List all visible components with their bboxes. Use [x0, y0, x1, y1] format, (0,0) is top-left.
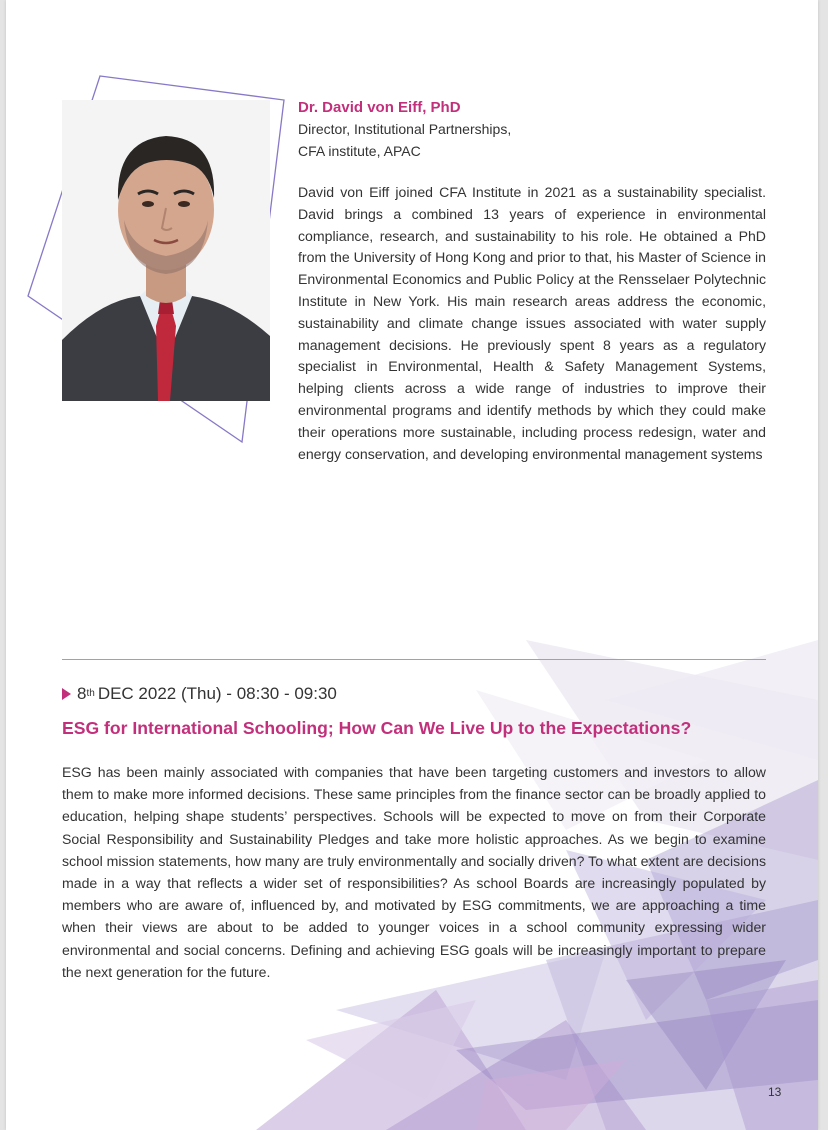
triangle-right-icon	[62, 688, 71, 700]
speaker-section	[298, 98, 766, 465]
session-date-day: 8	[77, 684, 87, 703]
speaker-bio: David von Eiff joined CFA Institute in 2021 as a sustainability specialist. David brings a combined 13 years of experience in environmental compliance, research, and sustainability to his role. He obtained a PhD from the University of Hong Kong and prior to that, his Master of Science in Environmental Economics and Public Policy at the Rensselaer Polytechnic Institute in New York. His main research areas address the economic, sustainability and climate change issues associated with water supply management decisions. He previously spent 8 years as a regulatory specialist in Environmental, Health & Safety Management Systems, helping clients across a wide range of industries to improve their environmental programs and identify methods by which they could make their operations more sustainable, including process redesign, water and energy conservation, and developing environmental management systems	[298, 184, 766, 462]
session-abstract: ESG has been mainly associated with companies that have been targeting customers and investors to allow them to make more informed decisions. These same principles from the finance sector can be broadly applied to education, helping shape students’ perspectives. Schools will be expected to move on from their Corporate Social Responsibility and Sustainability Pledges and take more holistic approaches. As we begin to examine school mission statements, how many are truly environmentally and socially driven? To what extent are decisions made in a way that reflects a wider set of responsibilities? As school Boards are increasingly populated by members who are aware of, influenced by, and motivated by ESG commitments, we are approaching a time when their views are about to be added to younger voices in a school community expressing wider environmental and social concerns. Defining and achieving ESG goals will be increasingly important to prepare the next generation for the future.	[62, 764, 766, 980]
speaker-role-line-2: CFA institute, APAC	[298, 143, 421, 159]
session-title: ESG for International Schooling; How Can We Live Up to the Expectations?	[62, 718, 692, 738]
session-date-rest: DEC 2022 (Thu) - 08:30 - 09:30	[97, 684, 337, 703]
speaker-portrait-image	[62, 100, 270, 401]
page-number: 13	[768, 1085, 782, 1099]
speaker-role-line-1: Director, Institutional Partnerships,	[298, 121, 512, 137]
brochure-page	[6, 0, 818, 1130]
section-divider	[62, 659, 766, 660]
speaker-photo	[62, 100, 270, 401]
speaker-name: Dr. David von Eiff, PhD	[298, 99, 461, 116]
session-date: 8 th DEC 2022 (Thu) - 08:30 - 09:30	[62, 683, 337, 705]
